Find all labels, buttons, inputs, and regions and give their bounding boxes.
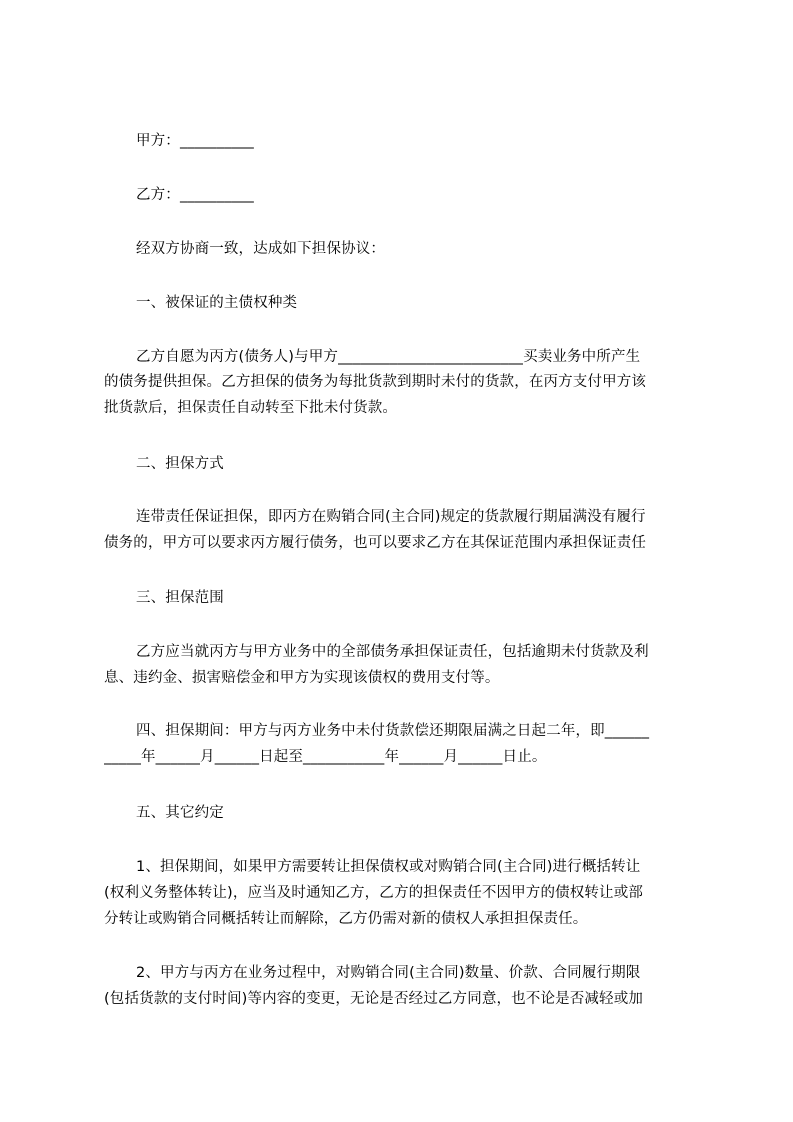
section-4-line-2: _____年______月______日起至___________年______月______日止。 xyxy=(104,749,547,765)
intro-text: 经双方协商一致，达成如下担保协议： xyxy=(136,241,386,257)
section-2-line-1: 连带责任保证担保，即丙方在购销合同(主合同)规定的货款履行期届满没有履行 xyxy=(136,509,646,525)
section-1-line-1: 乙方自愿为丙方(债务人)与甲方_________________________买卖业务中所产生 xyxy=(136,349,641,365)
section-3-line-2: 息、违约金、损害赔偿金和甲方为实现该债权的费用支付等。 xyxy=(104,670,500,686)
section-2-heading: 二、担保方式 xyxy=(136,456,224,472)
clause-1-line-1: 1、担保期间，如果甲方需要转让担保债权或对购销合同(主合同)进行概括转让 xyxy=(136,859,641,875)
clause-1-line-3: 分转让或购销合同概括转让而解除，乙方仍需对新的债权人承担担保责任。 xyxy=(104,911,588,927)
section-4-line-1: 四、担保期间：甲方与丙方业务中未付货款偿还期限届满之日起二年，即______ xyxy=(136,723,650,739)
party-b-line: 乙方：__________ xyxy=(136,187,254,203)
party-a-line: 甲方：__________ xyxy=(136,133,254,149)
section-2-line-2: 债务的，甲方可以要求丙方履行债务，也可以要求乙方在其保证范围内承担保证责任 xyxy=(104,535,647,551)
clause-2-line-1: 2、甲方与丙方在业务过程中，对购销合同(主合同)数量、价款、合同履行期限 xyxy=(136,965,641,981)
section-1-line-2: 的债务提供担保。乙方担保的债务为每批货款到期时未付的货款，在丙方支付甲方该 xyxy=(104,374,647,390)
section-1-heading: 一、被保证的主债权种类 xyxy=(136,295,298,311)
section-3-heading: 三、担保范围 xyxy=(136,590,224,606)
section-3-line-1: 乙方应当就丙方与甲方业务中的全部债务承担保证责任，包括逾期未付货款及利 xyxy=(136,644,649,660)
clause-2-line-2: (包括货款的支付时间)等内容的变更，无论是否经过乙方同意，也不论是否减轻或加 xyxy=(104,991,644,1007)
section-5-heading: 五、其它约定 xyxy=(136,805,224,821)
clause-1-line-2: (权利义务整体转让)，应当及时通知乙方，乙方的担保责任不因甲方的债权转让或部 xyxy=(104,885,644,901)
section-1-line-3: 批货款后，担保责任自动转至下批未付货款。 xyxy=(104,400,397,416)
